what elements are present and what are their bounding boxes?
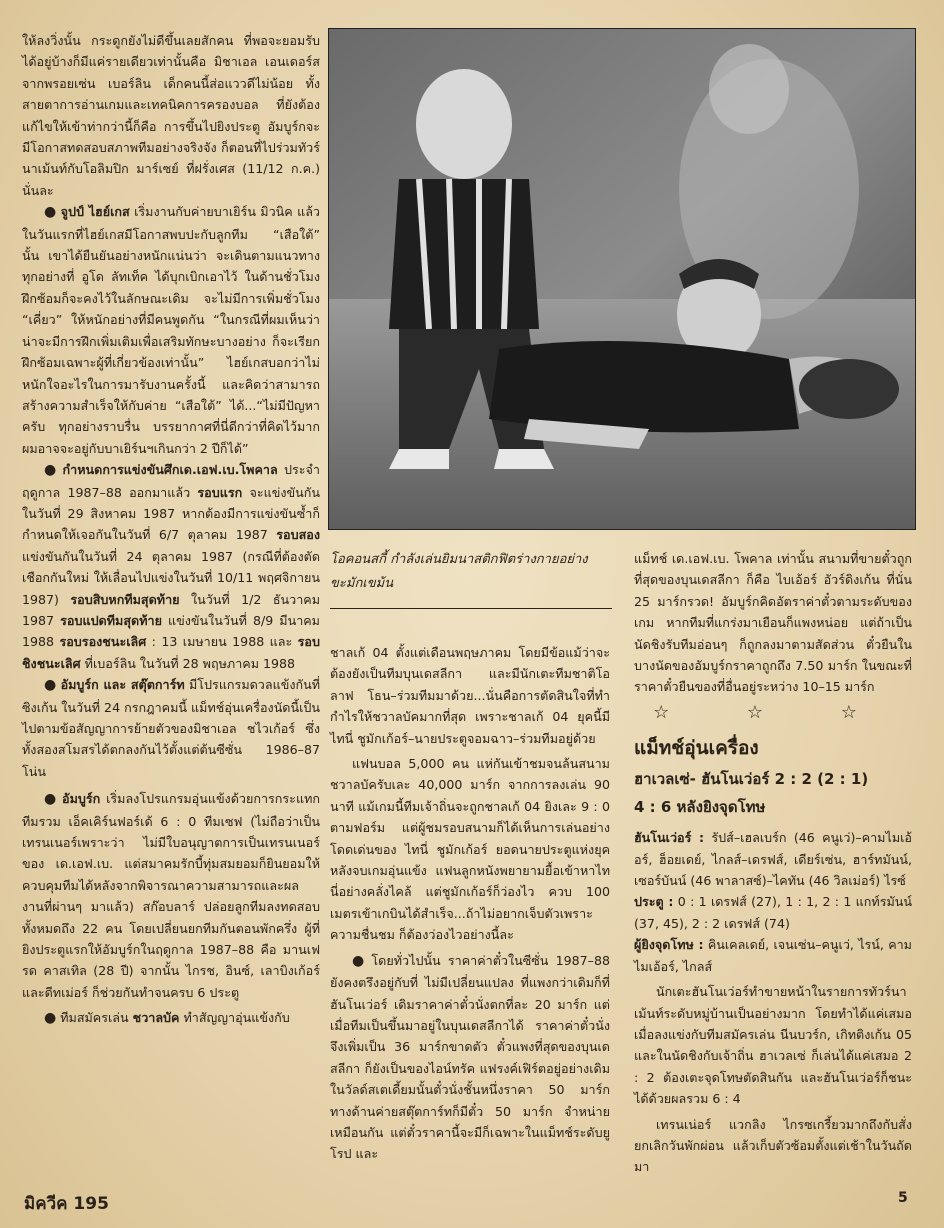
star-divider: ☆ ☆ ☆ (653, 701, 893, 723)
bullet-icon: ● (44, 462, 59, 479)
column-left (22, 30, 320, 1030)
text-pokal-f: : 13 เมษายน 1988 และ (146, 634, 298, 650)
penalty-takers-label: ผู้ยิงจุดโทษ : (634, 937, 704, 953)
text-schwalbach-b: ทำสัญญาอุ่นแข้งกับ (179, 1010, 290, 1026)
bullet-icon: ● (44, 791, 59, 808)
bullet-icon: ● (352, 952, 368, 969)
text-pokal-d: ในวันที่ 1/2 ธันวาคม 1987 (22, 591, 320, 628)
section-headline: แม็ทช์อุ่นเครื่อง (634, 737, 759, 760)
round-final: รอบชิงชนะเลิศ (22, 634, 320, 671)
text-pokal-a: ประจำฤดูกาล 1987–88 ออกมาแล้ว (22, 462, 320, 500)
penalty-takers-text: คินเคลเดย์, เจนเซ่น–คนูเว่, ไรน์, คามไมเอ้อร์, ไกลส์ (634, 937, 912, 974)
paragraph-heynckes (22, 201, 320, 459)
paragraph-1: ให้ลงวิ่งนั้น กระดูกยังไม่ดีขึ้นเลยสักคน ที่พอจะยอมรับได้อยู่บ้างก็มีแค่รายเดียวเท่านั้นคือ มิชาเอล เอนเดอร์ส จากพรอยเซ่น เบอร์ลิน เด็กคนนี้ส่อแววดีไม่น้อย ทั้งสายตาการอ่านเกมและเทคนิคการครองบอล ที่ยังต้องแก้ไขให้เข้าท่ากว่านี้ก็คือ การขึ้นไปยิงประตู อัมบูร์กจะมีโอกาสทดสอบสภาพทีมอย่างจริงจัง ก็ตอนที่ไปร่วมทัวร์นาเม้นท์กับโอลิมปิก มาร์เซย์ ที่ฝรั่งเศส (11/12 ก.ค.) นั่นละ (22, 33, 320, 198)
round-8: รอบแปดทีมสุดท้าย (60, 612, 162, 628)
round-1: รอบแรก (197, 484, 243, 500)
penalty-result: 4 : 6 หลังยิงจุดโทษ (634, 798, 766, 817)
column-middle (330, 642, 610, 1165)
paragraph-cheapest-tickets: แม็ทช์ เด.เอฟ.เบ. โพคาล เท่านั้น สนามที่ขายตั๋วถูกที่สุดของบุนเดสลีกา ก็คือ ไบเอ้อร์ อัวร์ดิงเก้น ที่นั่น 25 มาร์กรวด! อัมบูร์กคิดอัตราค่าตั๋วตามระดับของเกม หากทีมที่แกร่งมาเยือนก็แพงหน่อย แต่ถ้าเป็นนัดชิงรับทีมอ่อนๆ ก็ถูกลงมาตามสัดส่วน ตั๋วยืนในบางนัดของอัมบูร์กราคาถูกถึง 7.50 มาร์ก ในขณะที่ราคาตั๋วยืนของที่อื่นอยู่ระหว่าง 10–15 มาร์ก (634, 551, 912, 695)
paragraph-ticket-prices (330, 950, 610, 1165)
magazine-issue: มิควีค 195 (24, 1194, 109, 1214)
photo-player-stretching (328, 28, 916, 530)
paragraph-trainer: เทรนเน่อร์ แวกลิง ไกรซเกรี้ยวมากถึงกับสั่งยกเลิกวันพักผ่อน แล้วเก็บตัวซ้อมตั้งแต่เช้าในวันถัดมา (634, 1116, 912, 1175)
bullet-icon: ● (44, 677, 57, 694)
text-hamburg-stuttgart: มีโปรแกรมดวลแข้งกันที่ซิงเก้น ในวันที่ 24 กรกฎาคมนี้ แม็ทช์อุ่นเครื่องนัดนี้เป็นไปตามข้อสัญญาการย้ายตัวของมิชาเอล ชไวเก้อร์ ซึ่งทั้งสองสโมสรได้ตกลงกันไว้ตั้งแต่ต้นซีซั่น 1986–87 โน่น (22, 677, 321, 779)
lineup-label: ฮันโนเว่อร์ : (634, 830, 705, 846)
bullet-icon: ● (44, 204, 57, 221)
text-pokal-c: แข่งขันกันในวันที่ 24 ตุลาคม 1987 (กรณีที่ต้องตัดเชือกกันใหม่ ให้เลื่อนไปแข่งในวันที่ 10/11 พฤศจิกายน 1987) (22, 548, 320, 607)
paragraph-hamburg (22, 788, 320, 1003)
text-ticket-prices: โดยทั่วไปนั้น ราคาค่าตั๋วในซีซั่น 1987–88 ยังคงตรึงอยู่กับที่ ไม่มีเปลี่ยนแปลง ที่แพงกว่าเดิมก็ที่ฮันโนเว่อร์ เดิมราคาค่าตั๋วนั่งตกที่ละ 20 มาร์ก แต่เมื่อทีมเป็นขึ้นมาอยู่ในบุนเดสลีกาได้ ราคาค่าตั๋วนั่งจึงเพิ่มเป็น 36 มาร์กขาดตัว ตั๋วแพงที่สุดของบุนเดสลีกา ก็ยังเป็นของไอน์ทรัค แฟรงค์เฟิร์ตอยู่อย่างเดิม ในวัลด์สเตเดี้ยมนั้นตั๋วนั่งชั้นหนึ่งราคา 50 มาร์ก ทางด้านค่ายสตุ๊ตการ์ทก็มีตั๋ว 50 มาร์ก จำหน่ายเหมือนกัน แต่ตั๋วราคานี้จะมีก็เฉพาะในแม็ทช์ระดับยูโรป และ (330, 952, 610, 1162)
lead-pokal: กำหนดการแข่งขันศึกเด.เอฟ.เบ.โพคาล (62, 462, 278, 478)
column-right (634, 548, 912, 1178)
text-schwalbach-a: ทีมสมัครเล่น (60, 1010, 133, 1026)
lead-heynckes: จูปป์ ไฮย์เกส (60, 204, 130, 220)
caption-divider (330, 608, 612, 609)
lineup (634, 827, 912, 891)
text-heynckes: เริ่มงานกับค่ายบาเยิร์น มิวนิค แล้ว ในวันแรกที่ไฮย์เกสมีโอกาสพบปะกับลูกทีม “เสือใต้” นั้น เขาได้ยืนยันอย่างหนักแน่นว่า จะเดินตามแนวทางทุกอย่างที่ อูโด ลัทเท็ค ได้บุกเบิกเอาไว้ ในด้านชั่วโมงฝึกซ้อมก็จะคงไว้ในลักษณะเดิม จะไม่มีการเพิ่มชั่วโมง “เคี่ยว” ให้หนักอย่างที่มีคนพูดกัน “ในกรณีที่ผมเห็นว่าน่าจะมีการฝึกเพิ่มเติมเพื่อเสริมทักษะบางอย่าง ก็จะเรียกฝึกซ้อมเฉพาะผู้ที่เกี่ยวข้องเท่านั้น” ไฮย์เกสบอกว่าไม่หนักใจอะไรในการมารับงานครั้งนี้ และคิดว่าสามารถสร้างความสำเร็จให้กับค่าย “เสือใต้” ได้...“ไม่มีปัญหาครับ ทุกอย่างราบรื่น บรรยากาศที่นี่ดีกว่าที่คิดไว้มาก ผมอาจจะอยู่กับบาเยิร์นฯเกินกว่า 2 ปีก็ได้” (22, 204, 320, 456)
goals-label: ประตู : (634, 894, 674, 910)
photo-caption: โอคอนสกี้ กำลังเล่นยิมนาสติกฟิตร่างกายอย่างขะมักเขม้น (330, 552, 588, 591)
goals-text: 0 : 1 เดรฟส์ (27), 1 : 1, 2 : 1 แกท์รมันน์ (37, 45), 2 : 2 เดรฟส์ (74) (634, 894, 912, 931)
text-hamburg: เริ่มลงโปรแกรมอุ่นแข้งด้วยการกระแทกทีมรวม เอ็คเคิร์นฟอร์เด้ 6 : 0 ทีมเซฟ (ไม่ถือว่าเป็นเทรนเนอร์เพราะว่า ไม่มีใบอนุญาตการเป็นเทรนเนอร์ของ เด.เอฟ.เบ. แต่สมาคมรักบี้ทุ่มสมยอมก็ยินยอมให้ควบคุมทีมได้หลังจากพิจารณาความสามารถและผลงานที่ผ่านๆ มาแล้ว) สก๊อบลาร์ ปล่อยลูกทีมลงทดสอบทั้งหมดถึง 22 คน โดยเปลี่ยนยกทีมกันตอนพักครึ่ง ผู้ที่ยิงประตูแรกให้อัมบูร์กในฤดูกาล 1987–88 คือ มานเฟรด คาสเทิล (28 ปี) จากนั้น ไกรช, อินซ์, เลาบิงเก้อร์ และดีทเม่อร์ ก็ช่วยกันทำจนครบ 6 ประตู (22, 791, 320, 1000)
lead-hamburg-stuttgart: อัมบูร์ก และ สตุ๊ตการ์ท (60, 677, 185, 693)
lead-schwalbach: ชวาลบัค (132, 1010, 180, 1026)
text-pokal-b: จะแข่งขันกันในวันที่ 29 สิงหาคม 1987 หากต้องมีการแข่งขันซ้ำก็กำหนดให้เจอกันในวันที่ 6/7 ตุลาคม 1987 (22, 484, 320, 543)
round-semi: รอบรองชนะเลิศ (59, 634, 147, 650)
paragraph-hamburg-stuttgart (22, 674, 320, 782)
round-16: รอบสิบหกทีมสุดท้าย (70, 591, 180, 607)
text-pokal-g: ที่เบอร์ลิน ในวันที่ 28 พฤษภาคม 1988 (80, 655, 296, 671)
paragraph-hannover: นักเตะฮันโนเว่อร์ทำขายหน้าในรายการทัวร์นาเม้นท์ระดับหมู่บ้านเป็นอย่างมาก โดยทำได้แค่เสมอเมื่อลงแข่งกับทีมสมัครเล่น นีนบวร์ก, เกิทติงเก้น 05 และในนัดชิงกับเจ้าถิ่น ฮาเวลเซ่ ก็เล่นได้แค่เสมอ 2 : 2 ต้องเตะจุดโทษตัดสินกัน และฮันโนเว่อร์ก็ชนะได้ด้วยผลรวม 6 : 4 (634, 984, 912, 1107)
paragraph-fans: แฟนบอล 5,000 คน แห่กันเข้าชมจนล้นสนามชวาลบัครับเละ 40,000 มาร์ก จากการลงเล่น 90 นาที แม้เกมนี้ทีมเจ้าถิ่นจะถูกชาลเก้ 04 ยิงเละ 9 : 0 ตามฟอร์ม แต่ผู้ชมรอบสนามก็ได้เห็นการเล่นอย่างโดดเด่นของ ไทนี่ ชูมักเก้อร์ ยอดนายประตูแห่งยุค หลังจบเกมอุ่นแข้ง แฟนลูกหนังพยายามยื้อเข้าหาไทนี่อย่างคลั่งไคล้ แต่ชูมักเก้อร์ก็ว่องไว ควบ 100 เมตรเข้าเกบินได้สำเร็จ...ถ้าไม่อยากเจ็บตัวเพราะความชื่นชม ก็ต้องว่องไวอย่างนี้ละ (330, 756, 610, 943)
penalty-takers (634, 934, 912, 977)
match-result: ฮาเวลเซ่- ฮันโนเว่อร์ 2 : 2 (2 : 1) (634, 770, 869, 789)
paragraph-schwalbach (22, 1007, 320, 1029)
lead-hamburg: อัมบูร์ก (62, 791, 101, 807)
paragraph-pokal (22, 459, 320, 674)
page-number: 5 (898, 1190, 908, 1206)
paragraph-schalke: ชาลเก้ 04 ตั้งแต่เดือนพฤษภาคม โดยมีข้อแม้ว่าจะต้องยังเป็นทีมบุนเดสลีกา และมีนักเตะทีมชาติโอลาฟ โธน–ร่วมทีมมาด้วย...นั่นคือการตัดสินใจที่ทำกำไรให้ชวาลบัคมากที่สุด เพราะชาลเก้ 04 ยุคนี้มี ไทนี่ ชูมักเก้อร์–นายประตูจอมฉาว–ร่วมทีมอยู่ด้วย (330, 645, 610, 746)
bullet-icon: ● (44, 1010, 57, 1027)
goals (634, 891, 912, 934)
round-2: รอบสอง (276, 527, 320, 543)
lineup-text: รัปส์–เฮลเบร์ก (46 คนูเว่)–คามไมเอ้อร์, ฮ็อยเดย์, ไกลส์–เดรฟส์, เดียร์เซ่น, ฮาร์ทมันน์, เซอร์บันน์ (46 พาลาสซ์)–ไคทัน (46 วิลเม่อร์) ไรซ์ (634, 830, 912, 889)
text-pokal-e: แข่งขันในวันที่ 8/9 มีนาคม 1988 (22, 612, 320, 650)
photo-illustration (329, 29, 915, 529)
